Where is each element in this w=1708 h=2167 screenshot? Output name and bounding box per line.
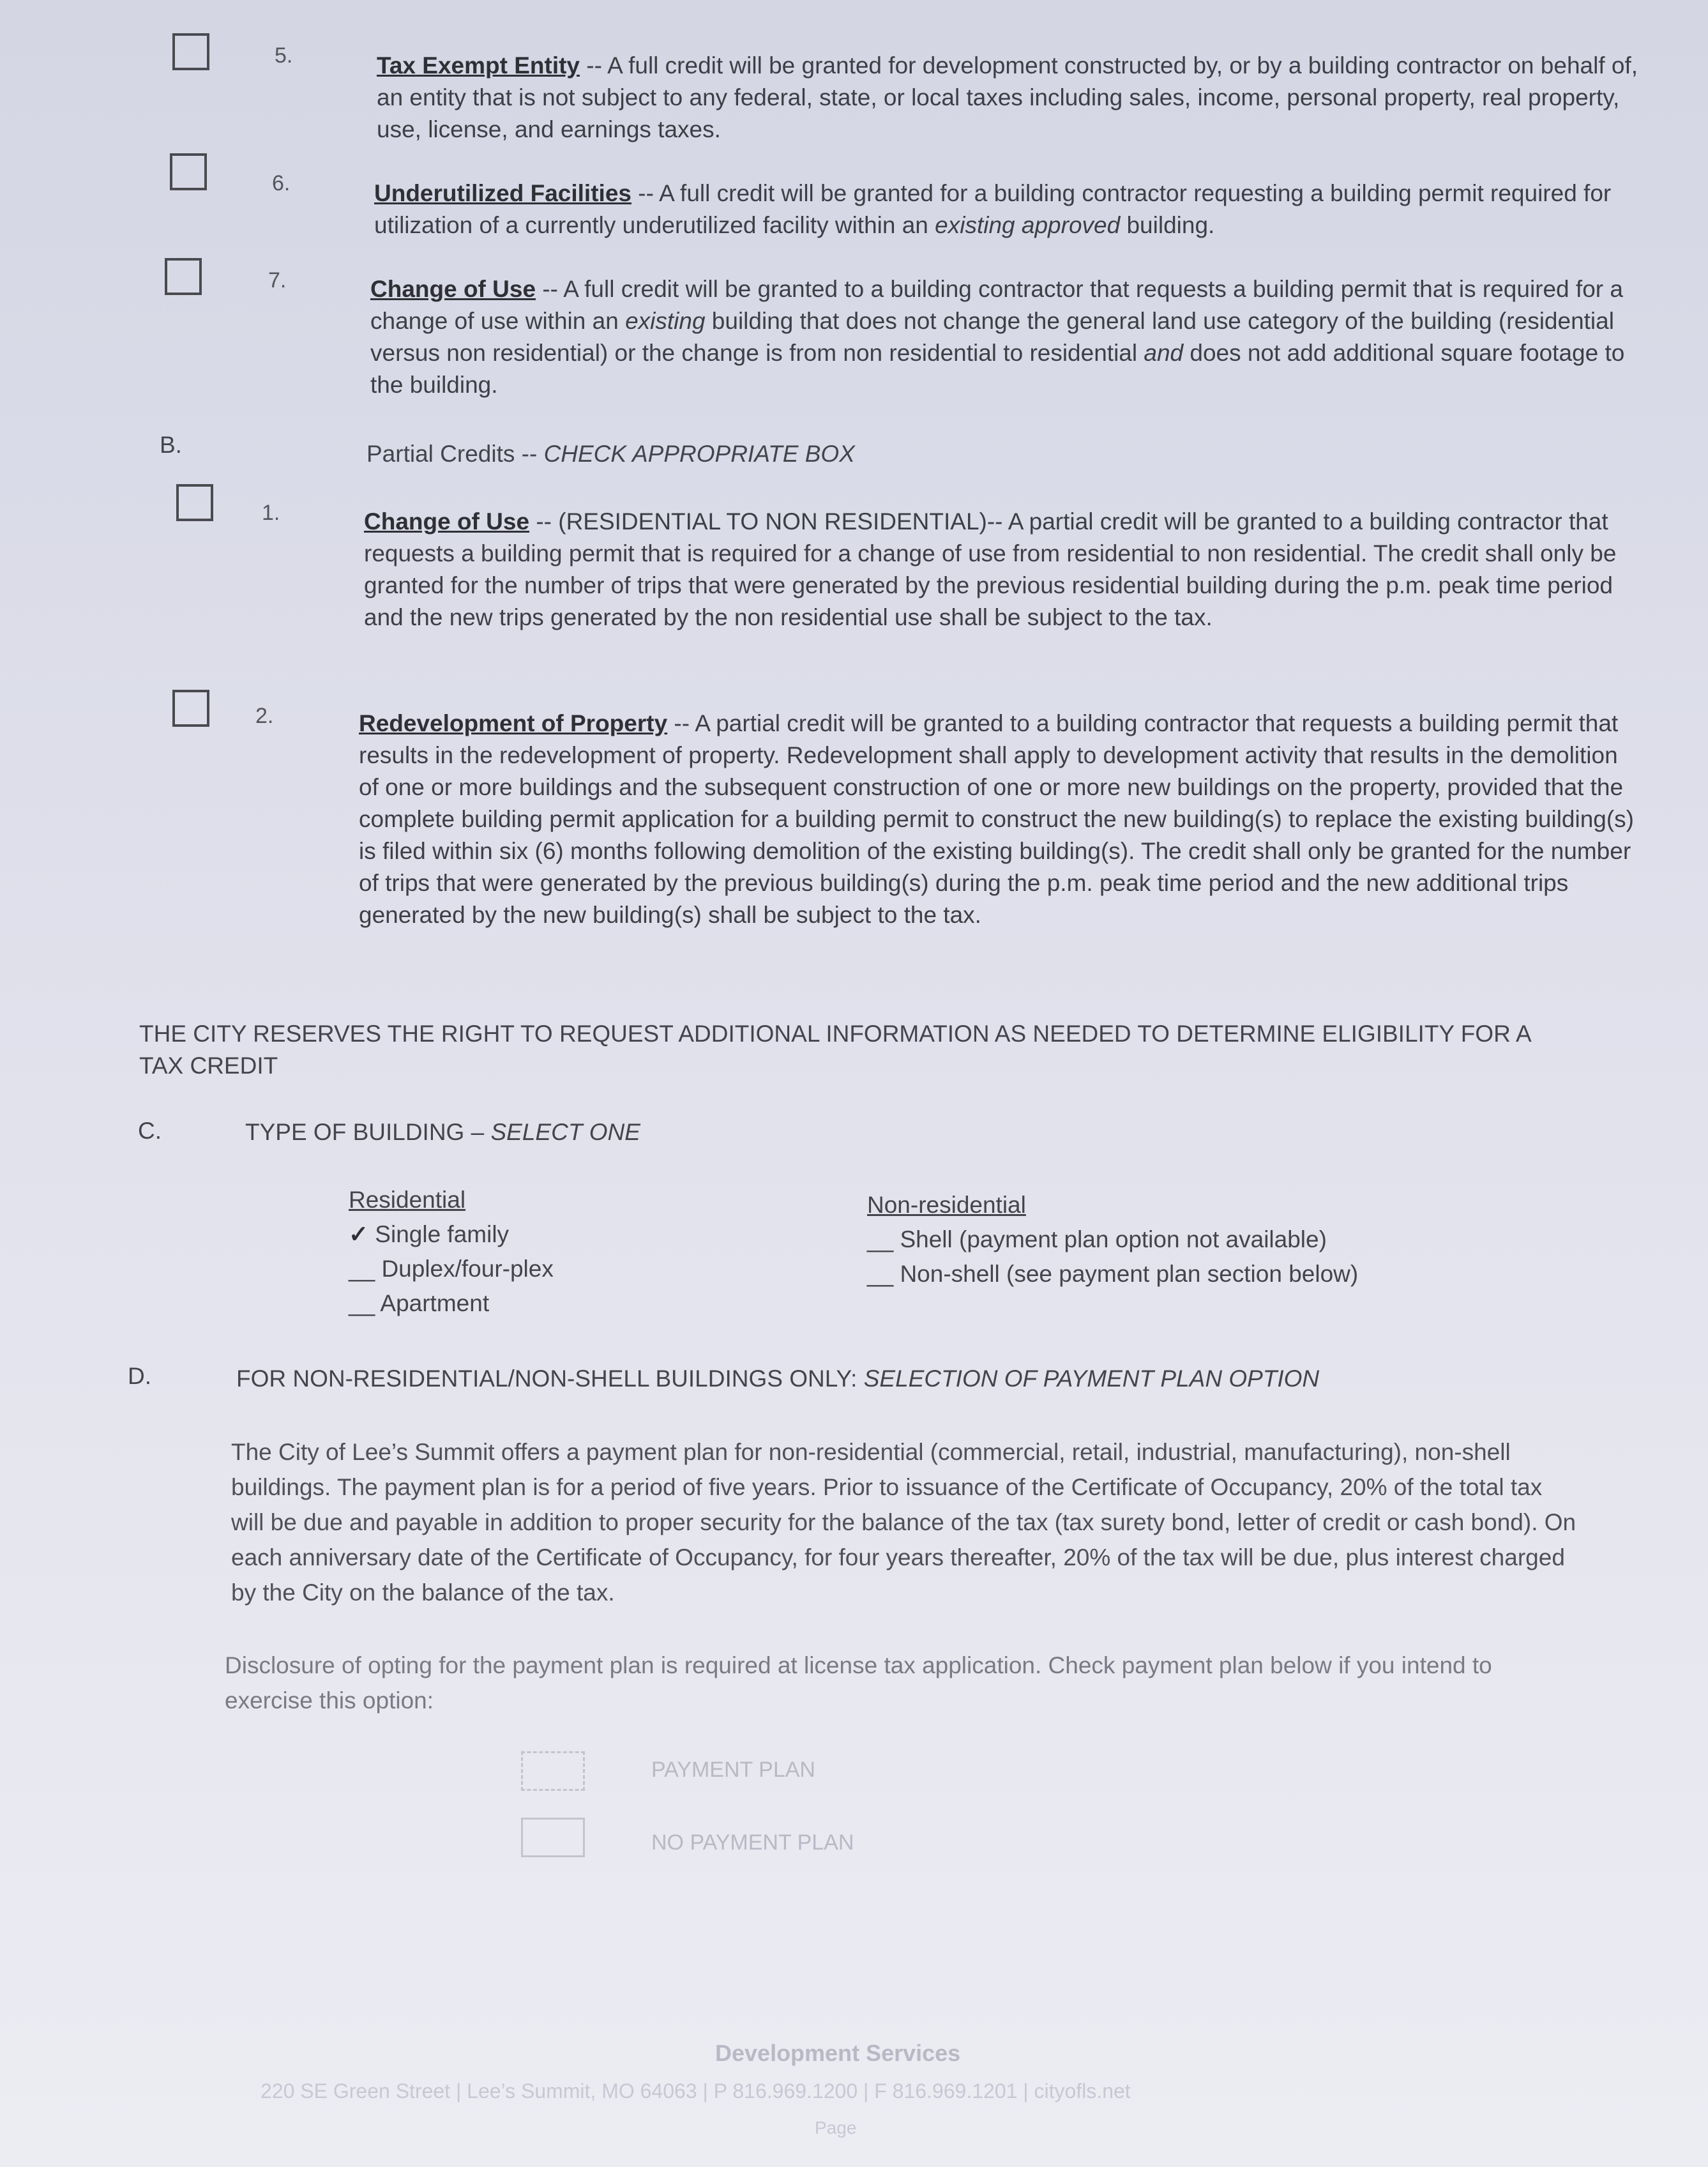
disclosure-text: Disclosure of opting for the payment plan is required at license tax application. Check payment plan below if you intend to exercise this option: [225,1652,1492,1714]
checkbox-change-of-use-partial[interactable] [176,484,213,521]
item-redevelopment-of-property [359,708,1642,931]
item-emphasis: existing approved [935,212,1121,238]
item-tail-2: does not add additional square footage to the building. [370,340,1625,398]
option-label: Single family [375,1221,510,1247]
section-c-heading [245,1119,640,1146]
item-text: -- (RESIDENTIAL TO NON RESIDENTIAL)-- A partial credit will be granted to a building contractor that requests a building permit that is required for a change of use from residential to non residential. The credit shall only be granted for the number of trips that were generated by the previous residential building during the p.m. peak time period and the new trips generated by the non residential use shall be subject to the tax. [364,508,1617,630]
item-title: Tax Exempt Entity [377,52,580,79]
section-b-instruction: CHECK APPROPRIATE BOX [543,441,855,467]
section-b-label: Partial Credits -- [367,441,544,467]
item-change-of-use-full [370,273,1641,401]
option-label: Apartment [380,1290,490,1316]
section-d-instruction: SELECTION OF PAYMENT PLAN OPTION [863,1365,1320,1392]
section-b-heading [367,441,855,468]
section-c-label: TYPE OF BUILDING – [245,1119,491,1145]
item-tax-exempt-entity [377,50,1647,146]
checkbox-tax-exempt-entity[interactable] [172,33,209,70]
option-payment-plan: PAYMENT PLAN [651,1758,815,1782]
option-duplex[interactable] [349,1252,554,1286]
blank-line: __ [349,1256,375,1282]
item-title: Underutilized Facilities [374,180,631,206]
non-residential-options [867,1188,1358,1291]
option-label: Non-shell (see payment plan section below) [900,1261,1359,1287]
option-label: Shell (payment plan option not available) [900,1226,1327,1252]
checkbox-change-of-use-full[interactable] [165,258,202,295]
item-number: 1. [262,501,280,525]
item-title: Redevelopment of Property [359,710,668,736]
option-no-payment-plan: NO PAYMENT PLAN [651,1830,854,1855]
item-text: -- A full credit will be granted for a building contractor requesting a building permit required for utilization of a currently underutilized facility within an [374,180,1612,238]
footer-org: Development Services [715,2040,961,2066]
checkmark-icon: ✓ [349,1221,369,1247]
item-underutilized-facilities [374,178,1645,241]
item-text: -- A partial credit will be granted to a building contractor that requests a building permit that results in the redevelopment of property. Redevelopment shall apply to development activity that results in the demolition of one or more buildings and the subsequent construction of one or more new buildings on the property, provided that the complete building permit application for a building permit to construct the new building(s) to replace the existing building(s) is filed within six (6) months following demolition of the existing building(s). The credit shall only be granted for the number of trips that were generated by the previous building(s) during the p.m. peak time period and the new additional trips generated by the new building(s) shall be subject to the tax. [359,710,1635,928]
option-label: Duplex/four-plex [381,1256,554,1282]
item-tail: building. [1120,212,1215,238]
footer-address: 220 SE Green Street | Lee’s Summit, MO 64063 | P 816.969.1200 | F 816.969.1201 | cityofls.net [261,2080,1131,2102]
option-shell[interactable] [867,1222,1358,1257]
blank-line: __ [349,1290,375,1316]
section-d-heading [236,1365,1319,1392]
option-non-shell[interactable] [867,1257,1358,1291]
blank-line: __ [867,1261,894,1287]
checkbox-no-payment-plan[interactable] [521,1818,585,1857]
checkbox-underutilized-facilities[interactable] [170,153,207,190]
non-residential-title: Non-residential [867,1192,1026,1218]
option-single-family[interactable] [349,1217,554,1252]
item-title: Change of Use [364,508,530,535]
section-d-label: FOR NON-RESIDENTIAL/NON-SHELL BUILDINGS ONLY: [236,1365,864,1392]
item-emphasis-2: and [1144,340,1184,366]
item-change-of-use-partial [364,506,1641,634]
item-number: 6. [272,171,291,195]
section-b-letter: B. [160,432,182,458]
payment-plan-paragraph: The City of Lee’s Summit offers a payment plan for non-residential (commercial, retail, industrial, manufacturing), non-shell buildings. The payment plan is for a period of five years. Prior to issuance of the Certificate of Occupancy, 20% of the total tax will be due and payable in addition to proper security for the balance of the tax (tax surety bond, letter of credit or cash bond). On each anniversary date of the Certificate of Occupancy, for four years thereafter, 20% of the tax will be due, plus interest charged by the City on the balance of the tax. [231,1439,1576,1606]
reserve-notice: THE CITY RESERVES THE RIGHT TO REQUEST ADDITIONAL INFORMATION AS NEEDED TO DETERMINE ELIGIBILITY FOR A TAX CREDIT [139,1021,1530,1079]
section-d-letter: D. [128,1363,151,1389]
item-text: -- A full credit will be granted for development constructed by, or by a building contractor on behalf of, an entity that is not subject to any federal, state, or local taxes including sales, income, personal property, real property, use, license, and earnings taxes. [377,52,1638,142]
footer-page: Page [815,2118,857,2138]
item-emphasis: existing [625,308,706,334]
option-apartment[interactable] [349,1286,554,1321]
section-c-instruction: SELECT ONE [490,1119,640,1145]
item-number: 2. [255,704,274,728]
item-number: 5. [275,43,293,68]
item-tail: building that does not change the general land use category of the building (residential versus non residential) or the change is from non residential to residential [370,308,1614,366]
residential-title: Residential [349,1187,466,1213]
item-number: 7. [268,268,287,293]
checkbox-payment-plan[interactable] [521,1751,585,1791]
item-title: Change of Use [370,276,536,302]
checkbox-redevelopment-of-property[interactable] [172,690,209,727]
item-text: -- A full credit will be granted to a building contractor that requests a building permit that is required for a change of use within an [370,276,1623,334]
section-c-letter: C. [138,1118,162,1144]
residential-options [349,1183,554,1321]
blank-line: __ [867,1226,894,1252]
